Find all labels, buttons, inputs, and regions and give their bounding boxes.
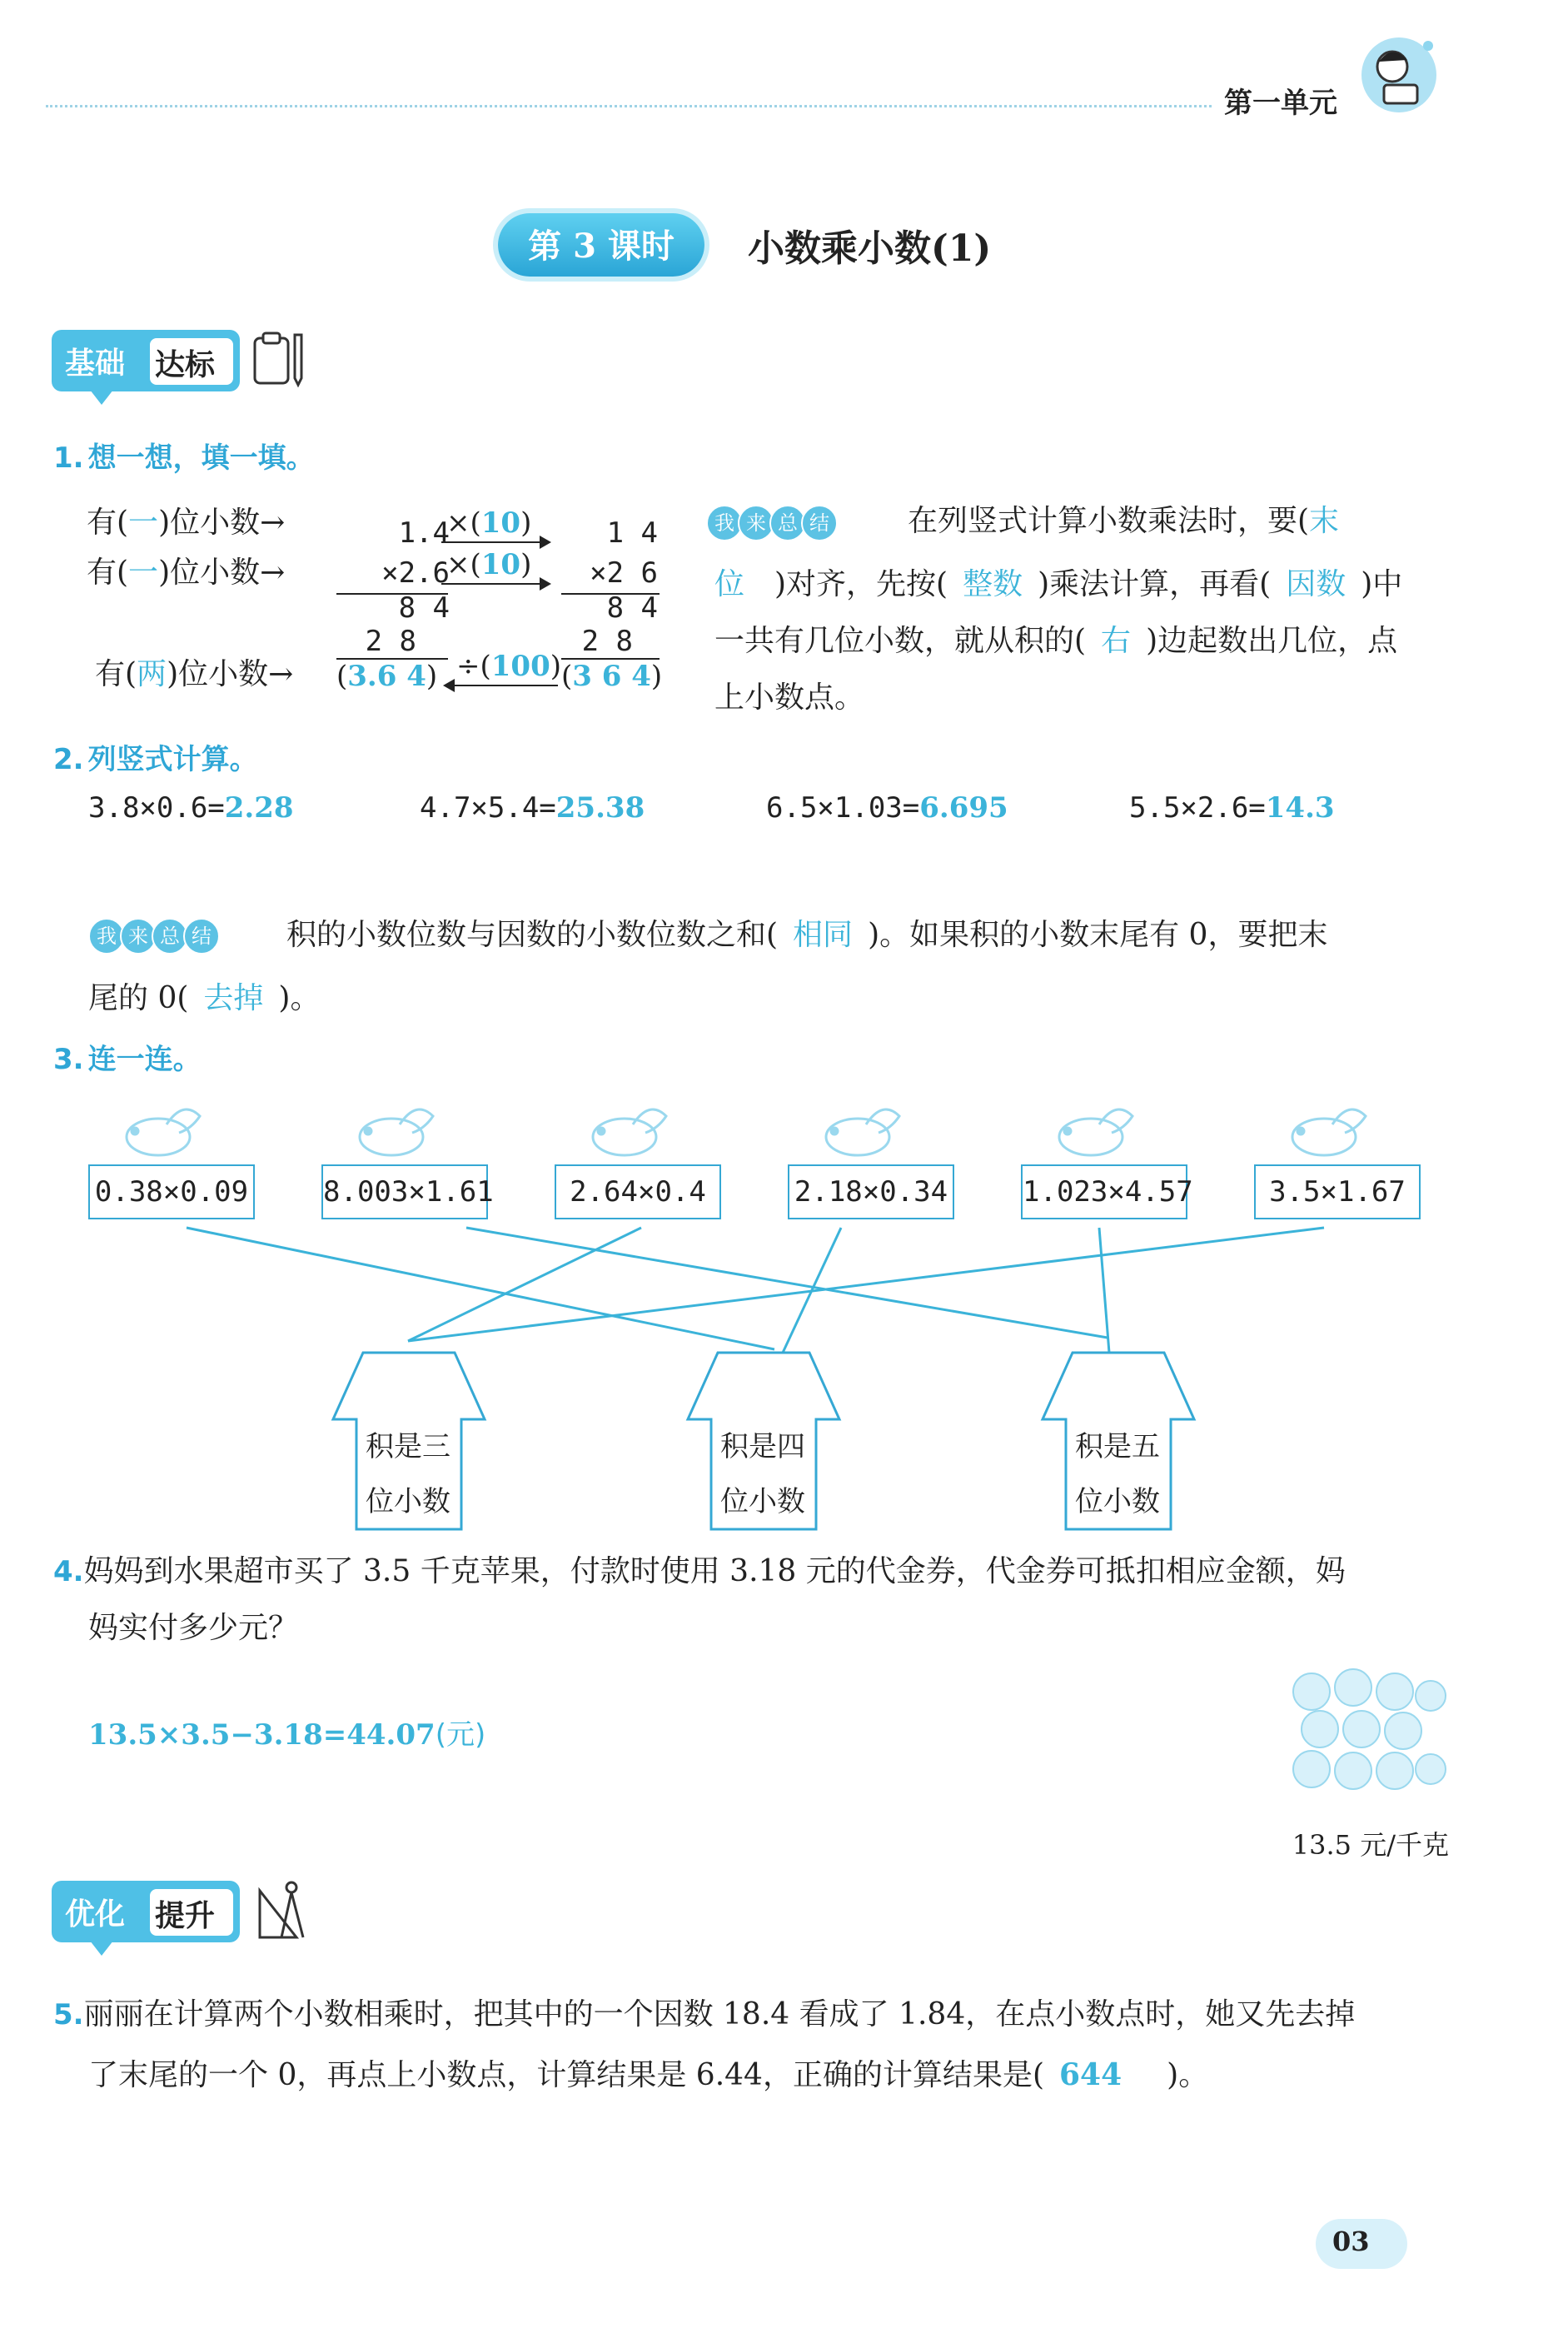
q1-note-text-7: 上小数点。: [714, 680, 865, 715]
q4-answer-unit: (元): [435, 1718, 486, 1752]
q1-note-answer-2: 整数: [963, 567, 1023, 601]
line-6-to-house-1: [408, 1228, 1324, 1341]
q1-row3-tail: )位小数→: [167, 657, 294, 691]
q1-int-partial-1: 8 4: [606, 591, 658, 625]
q1-note-answer-3: 因数: [1286, 567, 1346, 601]
q3-expr-box-6[interactable]: 3.5×1.67: [1254, 1164, 1421, 1219]
q1-row2-label: 有(: [87, 556, 129, 590]
section-advance-tag: [52, 1881, 240, 1947]
q1-note-text-1: 在列竖式计算小数乘法时，要(: [908, 504, 1310, 538]
page-number: 03: [1332, 2226, 1370, 2257]
house-1-line-2: 位小数: [366, 1485, 450, 1518]
q5-text-2: 了末尾的一个 0，再点上小数点，计算结果是 6.44，正确的计算结果是(: [88, 2058, 1044, 2092]
q1-product-close: ): [426, 660, 438, 693]
section-basic-label-2: 达标: [155, 348, 216, 382]
q2-item-4-expr: 5.5×2.6=: [1129, 791, 1266, 825]
q1-note-answer-4: 右: [1101, 624, 1132, 658]
q1-note-answer-1a: 末: [1309, 504, 1340, 538]
q1-op3-close: ): [550, 650, 562, 683]
q3-expr-box-4[interactable]: 2.18×0.34: [788, 1164, 954, 1219]
line-5-to-house-3: [1099, 1228, 1109, 1353]
q1-op2-close: ): [520, 548, 532, 581]
house-3-line-2: 位小数: [1075, 1485, 1160, 1518]
q2-item-3-answer: 6.695: [919, 791, 1008, 825]
q1-note-text-5: 一共有几位小数，就从积的(: [714, 624, 1087, 658]
q1-row2-tail: )位小数→: [158, 556, 286, 590]
q1-row3-answer: 两: [137, 657, 167, 691]
note2-char-1: 我: [88, 918, 125, 955]
q2-item-1-expr: 3.8×0.6=: [88, 791, 225, 825]
q2-note-answer-2: 去掉: [203, 981, 264, 1015]
q2-note-text-2: )。如果积的小数末尾有 0，要把末: [868, 918, 1328, 952]
unit-label: 第一单元: [1224, 87, 1337, 120]
q1-note-text-4: )中: [1361, 567, 1403, 601]
q1-number: 1.: [53, 441, 84, 475]
q5-number: 5.: [53, 1998, 84, 2031]
q1-op2: ×(: [446, 548, 481, 581]
note2-char-4: 结: [183, 918, 220, 955]
q2-note-text-3: 尾的 0(: [88, 981, 189, 1015]
q1-decimal-partial-1: 8 4: [398, 591, 450, 625]
section-advance-label-1: 优化: [65, 1897, 126, 1932]
note-char-3: 总: [769, 505, 806, 541]
q1-int-product-close: ): [650, 660, 663, 693]
note-char-2: 来: [738, 505, 774, 541]
q1-op1: ×(: [446, 506, 481, 540]
house-2-line-2: 位小数: [720, 1485, 805, 1518]
q5-text-3: )。: [1167, 2058, 1209, 2092]
lesson-badge-text: 第 3 课时: [528, 227, 674, 266]
section-advance-label-2: 提升: [155, 1899, 216, 1933]
q2-note-text-1: 积的小数位数与因数的小数位数之和(: [286, 918, 779, 952]
note2-char-2: 来: [120, 918, 157, 955]
q1-int-partial-2: 2 8: [581, 625, 633, 658]
q1-op1-answer: 10: [480, 506, 521, 540]
q1-int-product-open: (: [561, 660, 573, 693]
apple-basket-icon: [1282, 1663, 1449, 1812]
house-2-line-1: 积是四: [720, 1430, 805, 1463]
q4-text-2: 妈实付多少元？: [88, 1611, 299, 1645]
note2-char-3: 总: [152, 918, 188, 955]
q1-decimal-product: 3.6 4: [347, 660, 426, 693]
q2-item-2-answer: 25.38: [555, 791, 645, 825]
q1-int-product: 3 6 4: [572, 660, 651, 693]
q1-op2-answer: 10: [480, 548, 521, 581]
q4-answer: 13.5×3.5−3.18=44.07: [88, 1718, 436, 1752]
price-tag: 13.5 元/千克: [1292, 1829, 1449, 1861]
q3-expr-box-2[interactable]: 8.003×1.61: [321, 1164, 488, 1219]
q2-item-2-expr: 4.7×5.4=: [420, 791, 556, 825]
q1-decimal-factor-a: 1.4: [398, 516, 450, 550]
q3-number: 3.: [53, 1043, 84, 1076]
q3-expr-box-1[interactable]: 0.38×0.09: [88, 1164, 255, 1219]
q5-text-1: 丽丽在计算两个小数相乘时，把其中的一个因数 18.4 看成了 1.84，在点小数点时，她又先去掉: [83, 1997, 1356, 2031]
q1-row1-tail: )位小数→: [158, 506, 286, 540]
q1-row1-label: 有(: [87, 506, 129, 540]
q1-row3-label: 有(: [95, 657, 137, 691]
q1-decimal-factor-b: ×2.6: [381, 556, 450, 590]
q1-int-factor-b: ×2 6: [590, 556, 658, 590]
lesson-title: 小数乘小数(1): [748, 227, 992, 270]
q1-row2-answer: 一: [128, 556, 159, 590]
house-1-line-1: 积是三: [366, 1430, 450, 1463]
q1-note-text-6: )边起数出几位，点: [1146, 624, 1398, 658]
q4-number: 4.: [53, 1555, 84, 1588]
q2-note-text-4: )。: [278, 981, 321, 1015]
house-3-line-1: 积是五: [1075, 1430, 1160, 1463]
q4-text-1: 妈妈到水果超市买了 3.5 千克苹果，付款时使用 3.18 元的代金券，代金券可抵扣相应金额，妈: [83, 1554, 1346, 1588]
q1-int-factor-a: 1 4: [606, 516, 658, 550]
q1-op1-close: ): [520, 506, 532, 540]
note-char-4: 结: [801, 505, 838, 541]
q3-expr-box-3[interactable]: 2.64×0.4: [555, 1164, 721, 1219]
q1-decimal-partial-2: 2 8: [365, 625, 416, 658]
q1-note-text-2: )对齐，先按(: [774, 567, 948, 601]
q3-expr-box-5[interactable]: 1.023×4.57: [1021, 1164, 1187, 1219]
q2-item-1-answer: 2.28: [224, 791, 294, 825]
q2-item-4-answer: 14.3: [1265, 791, 1335, 825]
ruler-compass-icon: [255, 1879, 313, 1946]
q1-note-text-3: )乘法计算，再看(: [1038, 567, 1272, 601]
q2-number: 2.: [53, 743, 84, 776]
note-char-1: 我: [706, 505, 743, 541]
q1-title: 想一想，填一填。: [87, 441, 315, 475]
q1-op3-answer: 100: [490, 650, 550, 683]
q1-op3: ÷(: [456, 650, 491, 683]
line-3-to-house-1: [408, 1228, 641, 1341]
q2-title: 列竖式计算。: [87, 743, 258, 776]
section-basic-label-1: 基础: [65, 346, 126, 381]
q1-product-open: (: [336, 660, 348, 693]
q2-item-3-expr: 6.5×1.03=: [766, 791, 920, 825]
q1-row1-answer: 一: [128, 506, 159, 540]
q1-note-answer-1b: 位: [714, 567, 745, 601]
q5-answer: 644: [1059, 2057, 1122, 2092]
q2-note-answer-1: 相同: [793, 918, 854, 952]
q3-title: 连一连。: [87, 1043, 202, 1076]
